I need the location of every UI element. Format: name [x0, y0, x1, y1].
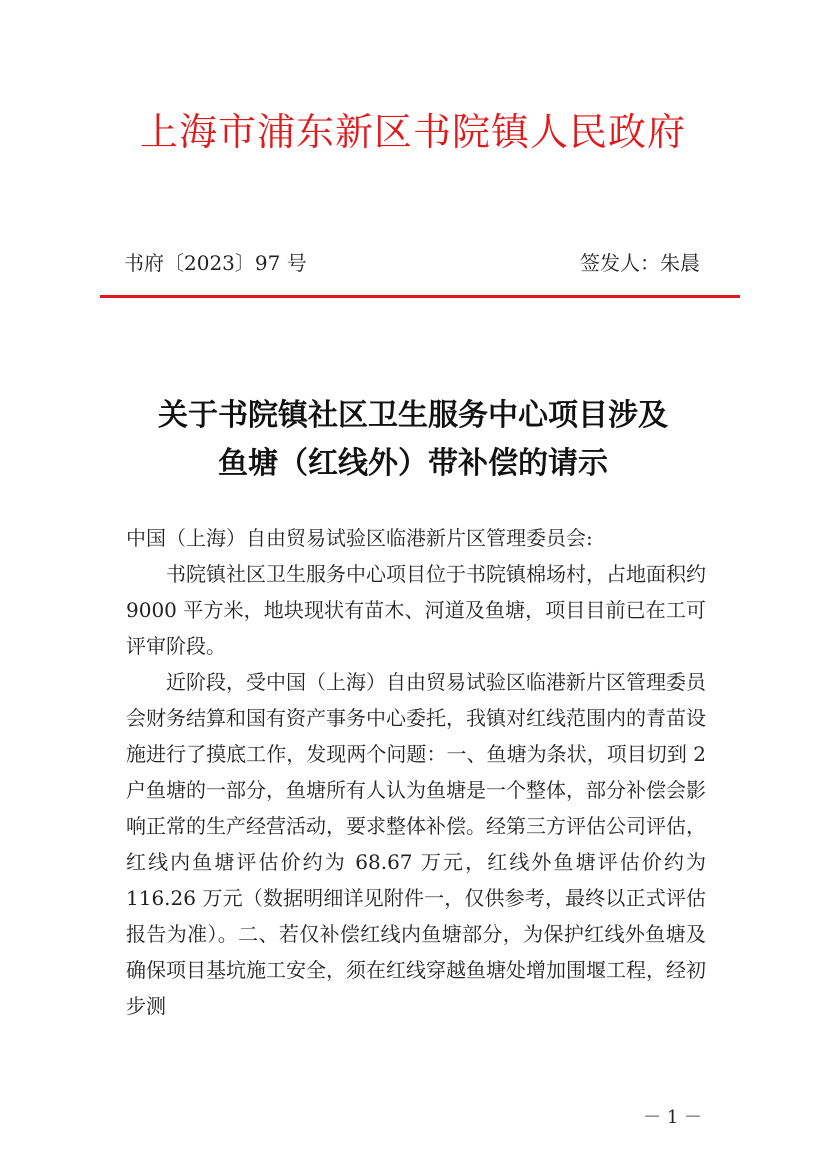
red-separator-line: [100, 295, 740, 298]
document-body: [126, 520, 706, 1024]
document-title: [0, 392, 826, 488]
title-line-1: 关于书院镇社区卫生服务中心项目涉及: [158, 398, 668, 433]
addressee: 中国（上海）自由贸易试验区临港新片区管理委员会:: [126, 526, 593, 550]
page-number: － 1 －: [643, 1107, 702, 1128]
title-line-2: 鱼塘（红线外）带补偿的请示: [218, 446, 608, 481]
issuer-masthead: 上海市浦东新区书院镇人民政府: [139, 110, 686, 154]
body-paragraph-2: 近阶段，受中国（上海）自由贸易试验区临港新片区管理委员会财务结算和国有资产事务中心委托，我镇对红线范围内的青苗设施进行了摸底工作，发现两个问题：一、鱼塘为条状，项目切到 2 户鱼塘的一部分，鱼塘所有人认为鱼塘是一个整体，部分补偿会影响正常的生产经营活动，要求整体补偿。经第三方评估公司评估，红线内鱼塘评估价约为 68.67 万元，红线外鱼塘评估价约为 116.26 万元（数据明细详见附件一，仅供参考，最终以正式评估报告为准）。二、若仅补偿红线内鱼塘部分，为保护红线外鱼塘及确保项目基坑施工安全，须在红线穿越鱼塘处增加围堰工程，经初步测: [126, 670, 706, 1018]
body-paragraph-1: 书院镇社区卫生服务中心项目位于书院镇棉场村，占地面积约 9000 平方米，地块现状有苗木、河道及鱼塘，项目目前已在工可评审阶段。: [126, 562, 706, 658]
document-number: 书府〔2023〕97 号: [124, 251, 307, 275]
signer: 签发人：朱晨: [580, 251, 700, 275]
